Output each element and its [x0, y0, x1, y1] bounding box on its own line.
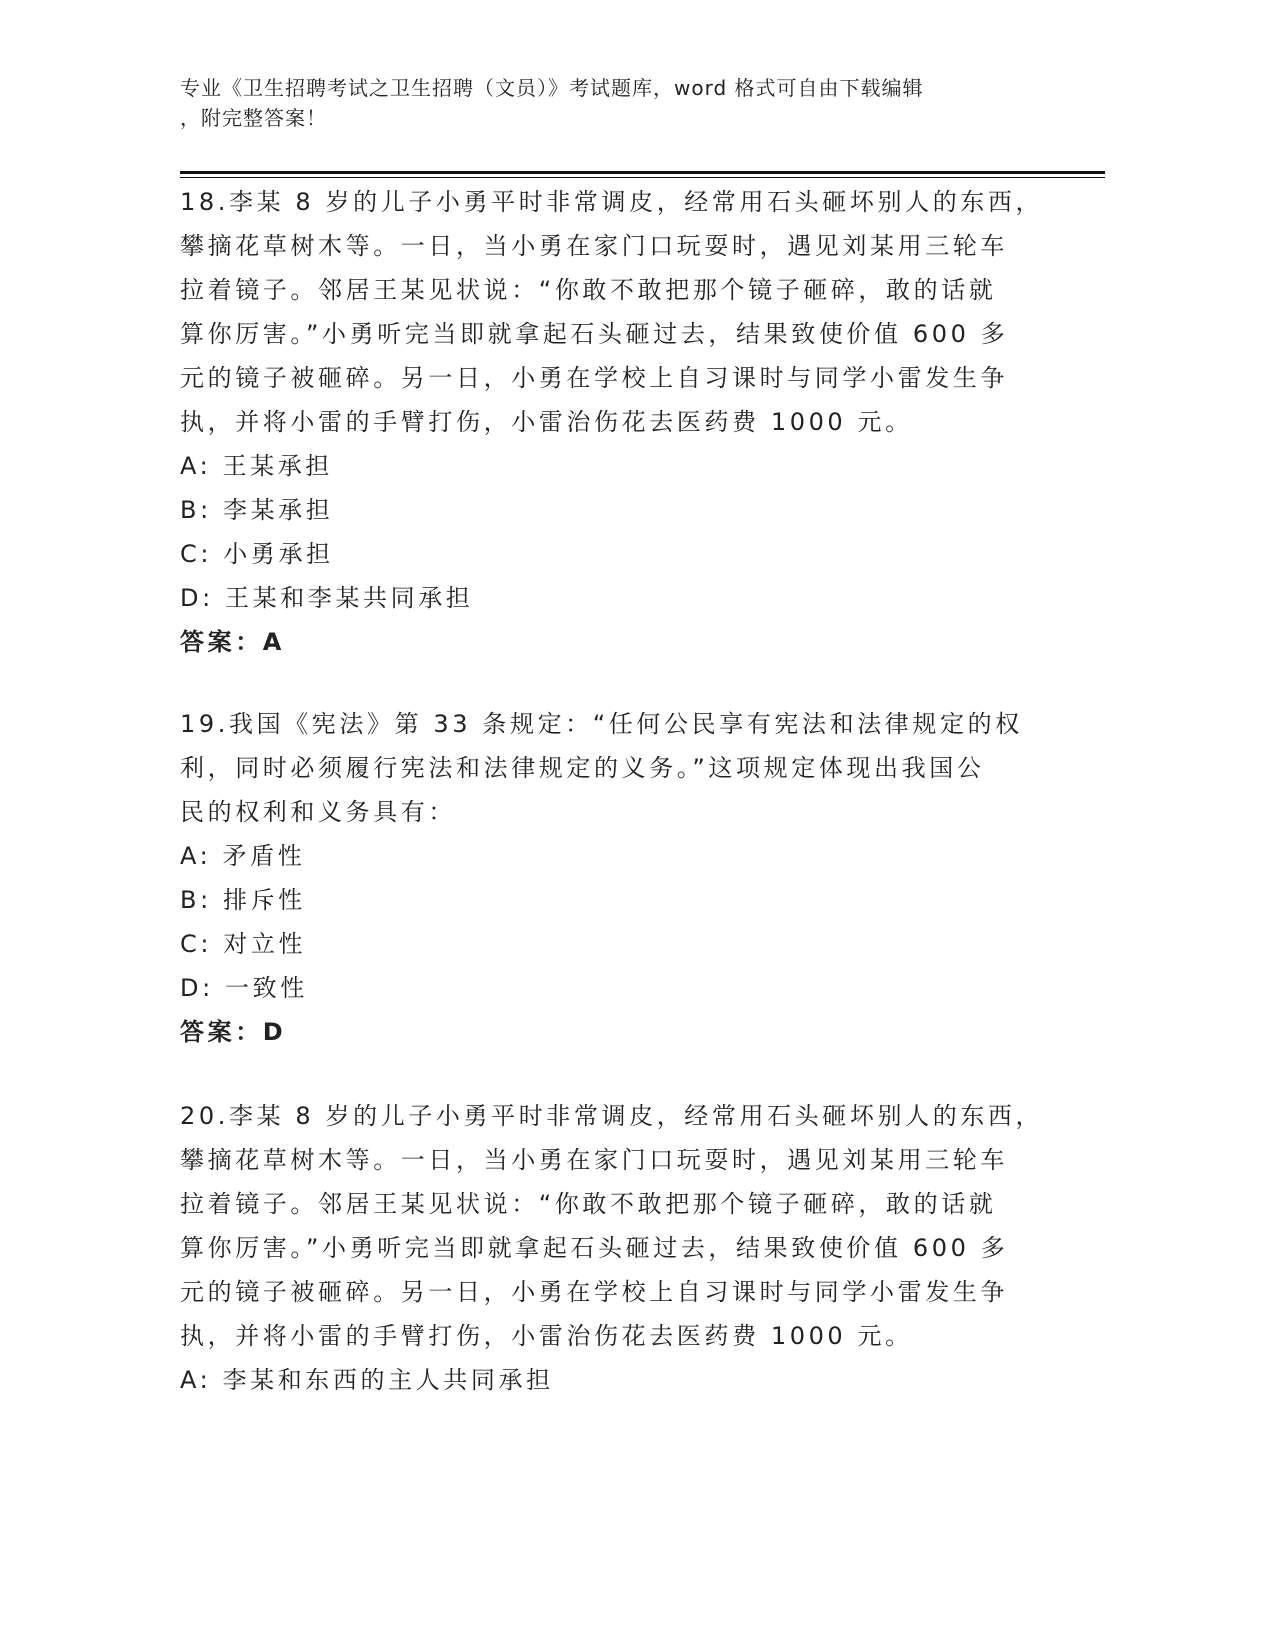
answer-option: A: 王某承担: [180, 452, 333, 480]
question-stem-line: 算你厉害。”小勇听完当即就拿起石头砸过去，结果致使价值 600 多: [180, 320, 1009, 348]
question-stem-line: 算你厉害。”小勇听完当即就拿起石头砸过去，结果致使价值 600 多: [180, 1234, 1009, 1262]
question-stem-line: 民的权利和义务具有：: [180, 798, 456, 826]
answer-option: D: 王某和李某共同承担: [180, 584, 474, 612]
header-divider-thick: [180, 171, 1105, 174]
question-stem-line: 攀摘花草树木等。一日，当小勇在家门口玩耍时，遇见刘某用三轮车: [180, 1146, 1008, 1174]
question-stem-line: 拉着镜子。邻居王某见状说：“你敢不敢把那个镜子砸碎，敢的话就: [180, 1190, 997, 1218]
question-stem-line: 元的镜子被砸碎。另一日，小勇在学校上自习课时与同学小雷发生争: [180, 364, 1008, 392]
header-divider-thin: [180, 177, 1105, 178]
answer-option: B: 排斥性: [180, 886, 306, 914]
answer-option: B: 李某承担: [180, 496, 334, 524]
header-line-1: 专业《卫生招聘考试之卫生招聘（文员）》考试题库，word 格式可自由下载编辑: [180, 76, 924, 100]
answer-option: C: 对立性: [180, 930, 307, 958]
header-line-2: ，附完整答案！: [180, 106, 327, 130]
answer-option: C: 小勇承担: [180, 540, 334, 568]
answer-option: A: 矛盾性: [180, 842, 306, 870]
question-stem-line: 攀摘花草树木等。一日，当小勇在家门口玩耍时，遇见刘某用三轮车: [180, 232, 1008, 260]
question-stem-line: 19.我国《宪法》第 33 条规定：“任何公民享有宪法和法律规定的权: [180, 710, 1023, 738]
answer-option: D: 一致性: [180, 974, 308, 1002]
question-stem-line: 20.李某 8 岁的儿子小勇平时非常调皮，经常用石头砸坏别人的东西，: [180, 1102, 1044, 1130]
answer-key: 答案：D: [180, 1018, 287, 1046]
question-stem-line: 拉着镜子。邻居王某见状说：“你敢不敢把那个镜子砸碎，敢的话就: [180, 276, 997, 304]
answer-option: A: 李某和东西的主人共同承担: [180, 1366, 554, 1394]
question-stem-line: 元的镜子被砸碎。另一日，小勇在学校上自习课时与同学小雷发生争: [180, 1278, 1008, 1306]
question-stem-line: 执，并将小雷的手臂打伤，小雷治伤花去医药费 1000 元。: [180, 1322, 913, 1350]
answer-key: 答案：A: [180, 628, 285, 656]
question-stem-line: 执，并将小雷的手臂打伤，小雷治伤花去医药费 1000 元。: [180, 408, 913, 436]
question-stem-line: 18.李某 8 岁的儿子小勇平时非常调皮，经常用石头砸坏别人的东西，: [180, 188, 1044, 216]
question-stem-line: 利，同时必须履行宪法和法律规定的义务。”这项规定体现出我国公: [180, 754, 985, 782]
